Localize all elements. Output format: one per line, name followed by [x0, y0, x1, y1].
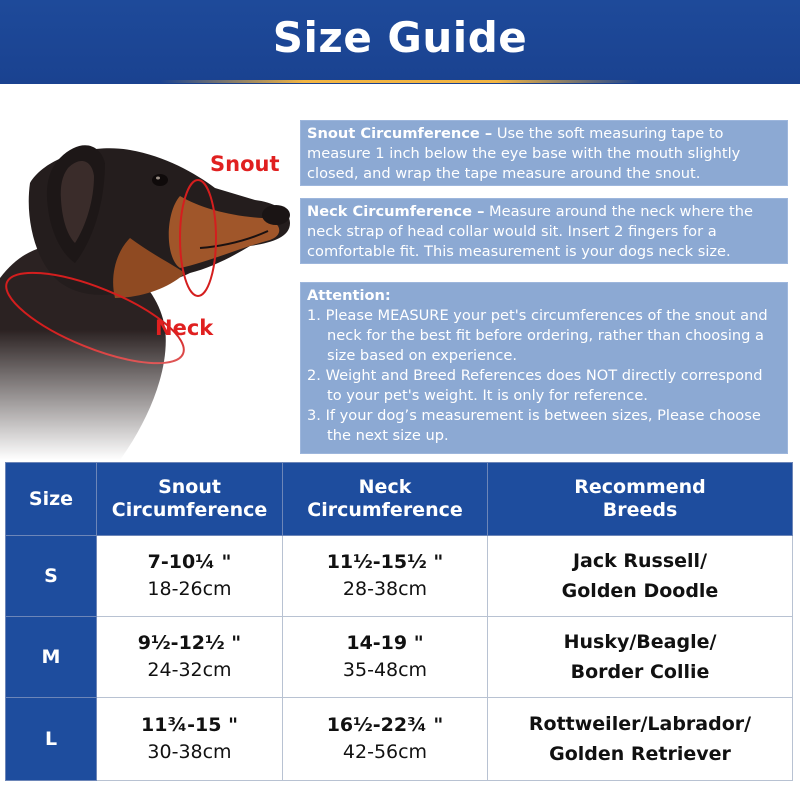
- table-row: [6, 617, 793, 698]
- snout-cell: [97, 536, 283, 617]
- column-header-neck-label: Neck Circumference: [307, 476, 463, 521]
- neck-cm: 42-56cm: [342, 741, 428, 763]
- page-title: Size Guide: [272, 13, 528, 62]
- breeds-cell: [488, 536, 793, 617]
- breed-line: Rottweiler/Labrador/: [528, 713, 752, 735]
- snout-cm: 18-26cm: [147, 578, 232, 600]
- size-cell: M: [6, 617, 97, 698]
- breed-line: Husky/Beagle/: [563, 631, 717, 653]
- attention-item: 2. Weight and Breed References does NOT directly correspond to your pet's weight. It is only for reference.: [307, 367, 763, 404]
- column-header-snout: [97, 463, 283, 536]
- table-header-row: [6, 463, 793, 536]
- header-divider: [160, 80, 640, 83]
- breed-line: Golden Retriever: [549, 743, 731, 765]
- snout-cm: 24-32cm: [147, 659, 232, 681]
- neck-info-text: Measure around the neck where the neck strap of head collar would sit. Insert 2 fingers for a comfortable fit. This measurement is your dogs neck size.: [307, 203, 753, 260]
- size-cell: L: [6, 698, 97, 781]
- column-header-snout-label: Snout Circumference: [111, 476, 268, 521]
- column-header-neck: [283, 463, 488, 536]
- snout-info-box: [300, 120, 788, 186]
- neck-cm: 35-48cm: [342, 659, 428, 681]
- neck-inches: 14-19 ": [346, 632, 424, 654]
- column-header-size: Size: [6, 463, 97, 536]
- size-cell: S: [6, 536, 97, 617]
- neck-info-box: [300, 198, 788, 264]
- attention-item: 1. Please MEASURE your pet's circumferences of the snout and neck for the best fit before ordering, rather than choosing a size based on experience.: [307, 307, 768, 364]
- snout-cm: 30-38cm: [147, 741, 232, 763]
- snout-cell: [97, 698, 283, 781]
- neck-cm: 28-38cm: [342, 578, 428, 600]
- attention-box: [300, 282, 788, 454]
- snout-inches: 9½-12½ ": [137, 632, 242, 654]
- column-header-breeds: [488, 463, 793, 536]
- neck-inches: 16½-22¾ ": [326, 714, 444, 736]
- table-row: [6, 536, 793, 617]
- snout-cell: [97, 617, 283, 698]
- neck-cell: [283, 698, 488, 781]
- breed-line: Border Collie: [570, 661, 710, 683]
- snout-inches: 7-10¼ ": [147, 551, 232, 573]
- header-banner: [0, 0, 800, 84]
- neck-inches: 11½-15½ ": [326, 551, 444, 573]
- neck-info-title: Neck Circumference –: [307, 203, 485, 220]
- breed-line: Golden Doodle: [561, 580, 719, 602]
- size-table: [5, 462, 793, 781]
- neck-cell: [283, 536, 488, 617]
- attention-item: 3. If your dog’s measurement is between sizes, Please choose the next size up.: [307, 407, 761, 444]
- snout-info-text: Use the soft measuring tape to measure 1 inch below the eye base with the mouth slightly closed, and wrap the tape measure around the snout.: [307, 125, 741, 182]
- snout-info-title: Snout Circumference –: [307, 125, 493, 142]
- snout-label: Snout: [210, 152, 280, 176]
- table-row: [6, 698, 793, 781]
- column-header-breeds-label: Recommend Breeds: [574, 476, 706, 521]
- doberman-head-icon: [0, 88, 300, 460]
- dog-illustration: [0, 88, 300, 460]
- breed-line: Jack Russell/: [572, 550, 708, 572]
- attention-title: Attention:: [307, 287, 391, 304]
- breeds-cell: [488, 698, 793, 781]
- breeds-cell: [488, 617, 793, 698]
- neck-label: Neck: [155, 316, 214, 340]
- neck-cell: [283, 617, 488, 698]
- snout-inches: 11¾-15 ": [141, 714, 238, 736]
